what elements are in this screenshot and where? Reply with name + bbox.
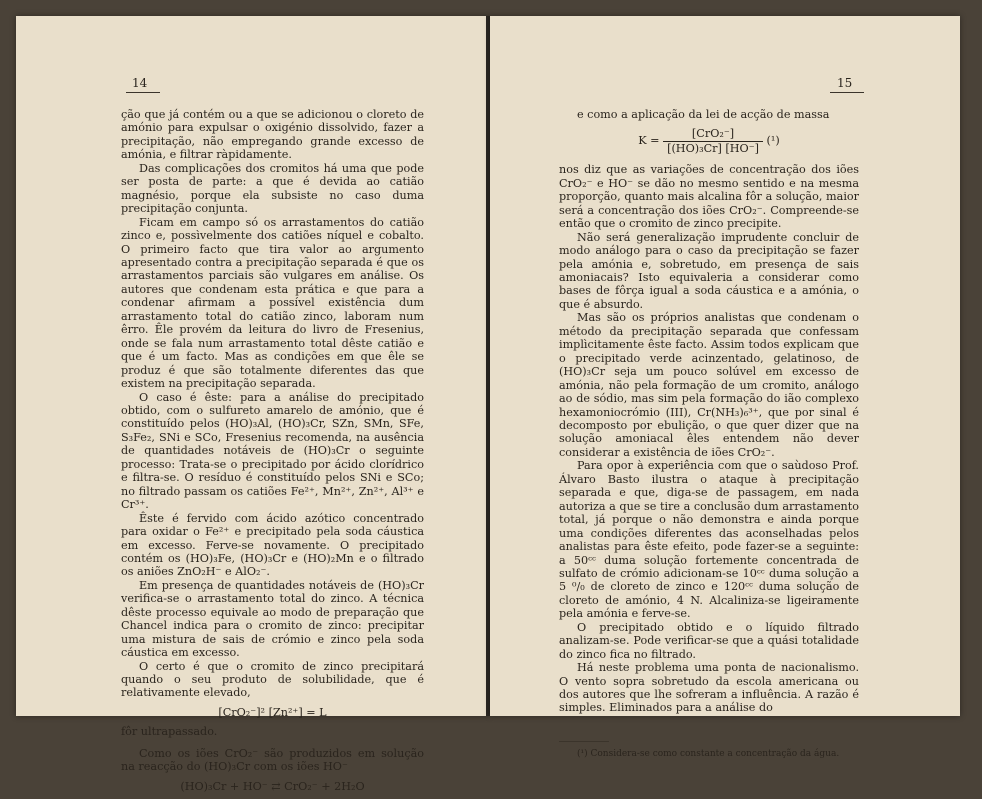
equation-lhs: K = bbox=[638, 134, 660, 148]
header-rule bbox=[126, 92, 160, 93]
fraction bbox=[663, 127, 763, 155]
paragraph: Das complicações dos cromitos há uma que pode ser posta de parte: a que é devida ao catião magnésio, porque ela subsiste no caso duma precipitação conjunta. bbox=[121, 161, 424, 216]
paragraph: e como a aplicação da lei de acção de massa bbox=[577, 108, 830, 121]
footnote-marker: (¹) bbox=[766, 134, 780, 148]
paragraph: O certo é que o cromito de zinco precipitará quando o seu produto de solubilidade, que é relativamente elevado, bbox=[121, 659, 424, 700]
fraction-denominator: [(HO)₃Cr] [HO⁻] bbox=[667, 141, 759, 155]
paragraph: Como os iões CrO₂⁻ são produzidos em solução na reacção do (HO)₃Cr com os iões HO⁻ bbox=[121, 746, 424, 774]
paragraph: Para opor à experiência com que o saùdoso Prof. Álvaro Basto ilustra o ataque à precipitação separada e que, diga-se de passagem, em nada autoriza a que se tire a conclusão dum arrastamento total, já porque o não demonstra e ainda porque uma condições diferentes das aconselhadas pelos analistas para êste efeito, pode fazer-se a seguinte: a 50ᶜᶜ duma solução fortemente concentrada de sulfato de crómio adicionam-se 10ᶜᶜ duma solução a 5 ⁰/₀ de cloreto de zinco e 120ᶜᶜ duma solução de cloreto de amónio, 4 N. Alcaliniza-se ligeiramente pela amónia e ferve-se. bbox=[559, 459, 859, 621]
paragraph: fôr ultrapassado. bbox=[121, 725, 218, 739]
paragraph: Não será generalização imprudente concluir de modo análogo para o caso da precipitação se fazer pela amónia e, sobretudo, em presença de sais amoniacais? Isto equivaleria a considerar como bases de fôrça igual a soda cáustica e a amónia, o que é absurdo. bbox=[559, 230, 859, 311]
footnote: (¹) Considera-se como constante a concentração da água. bbox=[577, 748, 840, 759]
text-column bbox=[121, 108, 424, 799]
paragraph: Em presença de quantidades notáveis de (HO)₃Cr verifica-se o arrastamento total do zinco. A técnica dêste processo equivale ao modo de preparação que Chancel indica para o cromito de zinco: precipitar uma mistura de sais de crómio e zinco pela soda cáustica em excesso. bbox=[121, 578, 424, 660]
paragraph: ção que já contém ou a que se adicionou o cloreto de amónio para expulsar o oxigénio dissolvido, fazer a precipitação, não empregando grande excesso de amónia, e filtrar ràpidamente. bbox=[121, 108, 424, 162]
fraction-numerator: [CrO₂⁻] bbox=[663, 127, 763, 141]
text-column bbox=[559, 108, 859, 761]
page-number: 15 bbox=[837, 76, 853, 90]
equation-solubility: [CrO₂⁻]² [Zn²⁺] = L bbox=[218, 705, 327, 719]
equation-reaction: (HO)₃Cr + HO⁻ ⇄ CrO₂⁻ + 2H₂O bbox=[180, 779, 365, 793]
paragraph: Êste é fervido com ácido azótico concentrado para oxidar o Fe²⁺ e precipitado pela soda cáustica em excesso. Ferve-se novamente. O precipitado contém os (HO)₃Fe, (HO)₃Cr e (HO)₂Mn e o filtrado os aniões ZnO₂H⁻ e AlO₂⁻. bbox=[121, 511, 424, 579]
mass-action-equation bbox=[559, 127, 859, 155]
paragraph: nos diz que as variações de concentração dos iões CrO₂⁻ e HO⁻ se dão no mesmo sentido e na mesma proporção, quanto mais alcalina fôr a solução, maior será a concentração dos iões CrO₂⁻. Compreende-se então que o cromito de zinco precipite. bbox=[559, 163, 859, 231]
header-rule bbox=[830, 92, 864, 93]
paragraph: O precipitado obtido e o líquido filtrado analizam-se. Pode verificar-se que a quási totalidade do zinco fica no filtrado. bbox=[559, 620, 859, 661]
paragraph: Há neste problema uma ponta de nacionalismo. O vento sopra sobretudo da escola americana ou dos autores que lhe sofreram a influência. A razão é simples. Eliminados para a análise do bbox=[559, 661, 859, 715]
paragraph: Mas são os próprios analistas que condenam o método da precipitação separada que confessam implìcitamente êste facto. Assim todos explicam que o precipitado verde acinzentado, gelatinoso, de (HO)₃Cr seja um pouco solúvel em excesso de amónia, não pela formação de um cromito, análogo ao de sódio, mas sim pela formação do ião complexo hexamoniocrómio (III), Cr(NH₃)₆³⁺, que por sinal é decomposto por ebulição, o que quer dizer que na solução amoniacal êles entendem não dever considerar a existência de iões CrO₂⁻. bbox=[559, 311, 859, 459]
paragraph: O caso é êste: para a análise do precipitado obtido, com o sulfureto amarelo de amónio, que é constituído pelos (HO)₃Al, (HO)₃Cr, SZn, SMn, SFe, S₃Fe₂, SNi e SCo, Fresenius recomenda, na ausência de quantidades notáveis de (HO)₃Cr o seguinte processo: Trata-se o precipitado por ácido clorídrico e filtra-se. O resíduo é constituído pelos SNi e SCo; no filtrado passam os catiões Fe²⁺, Mn²⁺, Zn²⁺, Al³⁺ e Cr³⁺. bbox=[121, 390, 424, 512]
page-number: 14 bbox=[132, 76, 148, 90]
left-page bbox=[16, 16, 489, 793]
footnote-rule bbox=[559, 741, 609, 742]
paragraph: Ficam em campo só os arrastamentos do catião zinco e, possìvelmente dos catiões níquel e cobalto. O primeiro facto que tira valor ao argumento apresentado contra a precipitação separada é que os arrastamentos parciais são vulgares em análise. Os autores que condenam esta prática e que para a condenar afirmam a possível existência dum arrastamento total do catião zinco, laboram num êrro. Êle provém da leitura do livro de Fresenius, onde se fala num arrastamento total dêste catião e que é um facto. Mas as condições em que êle se produz é que são totalmente diferentes das que existem na precipitação separada. bbox=[121, 215, 424, 391]
right-page bbox=[490, 16, 960, 759]
